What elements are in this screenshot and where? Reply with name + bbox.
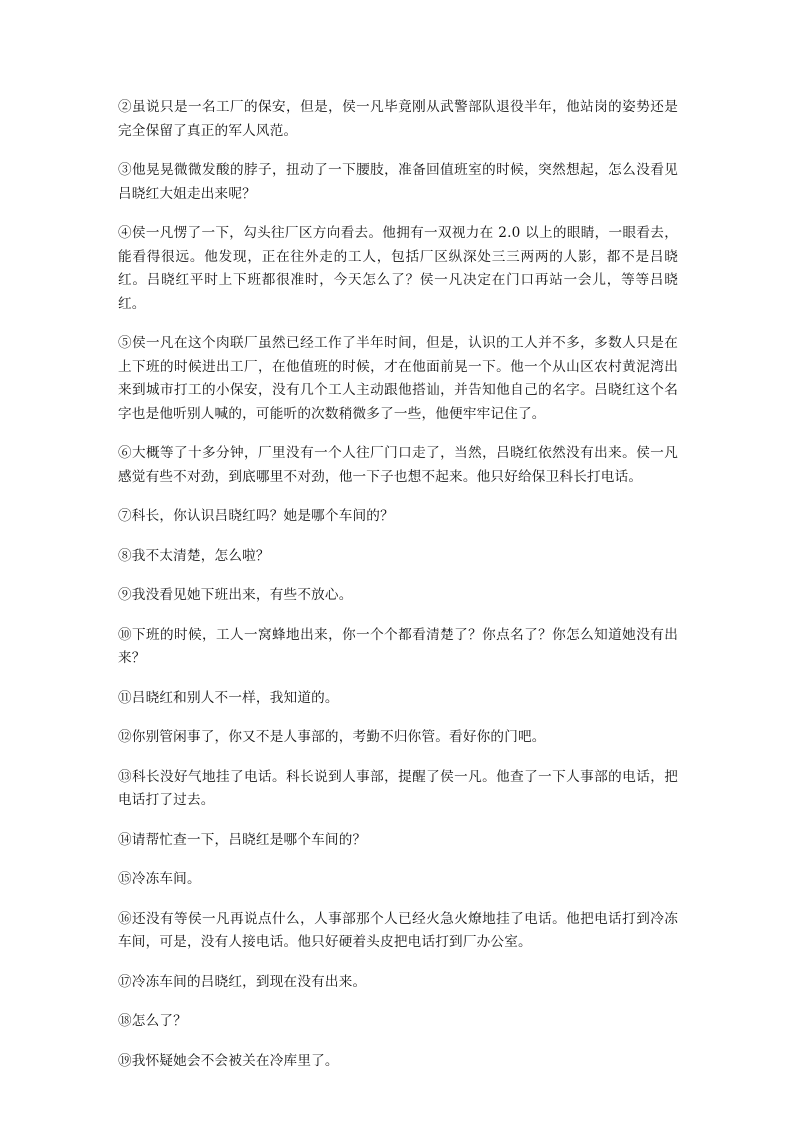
paragraph-9: ⑨我没看见她下班出来，有些不放心。 [118,587,353,603]
paragraph-18: ⑱怎么了？ [118,1013,187,1029]
paragraph-3: ③他晃晃微微发酸的脖子，扭动了一下腰肢，准备回值班室的时候，突然想起，怎么没看见吕晓红大姐走出来呢？ [118,162,678,202]
paragraph-7: ⑦科长，你认识吕晓红吗？她是哪个车间的？ [118,508,394,524]
paragraph-19: ⑲我怀疑她会不会被关在冷库里了。 [118,1052,339,1069]
paragraph-16: ⑯还没有等侯一凡再说点什么，人事部那个人已经火急火燎地挂了电话。他把电话打到冷冻车间，可是，没有人接电话。他只好硬着头皮把电话打到厂办公室。 [118,910,678,950]
paragraph-17: ⑰冷冻车间的吕晓红，到现在没有出来。 [118,973,367,990]
paragraph-11: ⑪吕晓红和别人不一样，我知道的。 [118,689,339,706]
paragraph-5: ⑤侯一凡在这个肉联厂虽然已经工作了半年时间，但是，认识的工人并不多，多数人只是在上下班的时候进出工厂，在他值班的时候，才在他面前晃一下。他一个从山区农村黄泥湾出来到城市打工的小保安，没有几个工人主动跟他搭讪，并告知他自己的名字。吕晓红这个名字也是他听别人喊的，可能听的次数稍微多了一些，他便牢牢记住了。 [118,335,678,422]
paragraph-2: ②虽说只是一名工厂的保安，但是，侯一凡毕竟刚从武警部队退役半年，他站岗的姿势还是完全保留了真正的军人风范。 [118,99,678,139]
paragraph-13: ⑬科长没好气地挂了电话。科长说到人事部，提醒了侯一凡。他查了一下人事部的电话，把电话打了过去。 [118,768,678,808]
paragraph-12: ⑫你别管闲事了，你又不是人事部的，考勤不归你管。看好你的门吧。 [118,729,546,745]
paragraph-8: ⑧我不太清楚，怎么啦？ [118,547,270,564]
paragraph-14: ⑭请帮忙查一下，吕晓红是哪个车间的？ [118,831,367,848]
paragraph-15: ⑮冷冻车间。 [118,871,201,887]
paragraph-4: ④侯一凡愣了一下，勾头往厂区方向看去。他拥有一双视力在 2.0 以上的眼睛，一眼看去，能看得很远。他发现，正在往外走的工人，包括厂区纵深处三三两两的人影，都不是吕晓红。吕晓红平时上下班都很准时，今天怎么了？侯一凡决定在门口再站一会儿，等等吕晓红。 [118,225,678,312]
document-body [118,96,678,1089]
paragraph-6: ⑥大概等了十多分钟，厂里没有一个人往厂门口走了，当然，吕晓红依然没有出来。侯一凡感觉有些不对劲，到底哪里不对劲，他一下子也想不起来。他只好给保卫科长打电话。 [118,445,678,485]
paragraph-10: ⑩下班的时候，工人一窝蜂地出来，你一个个都看清楚了？你点名了？你怎么知道她没有出来？ [118,626,678,666]
